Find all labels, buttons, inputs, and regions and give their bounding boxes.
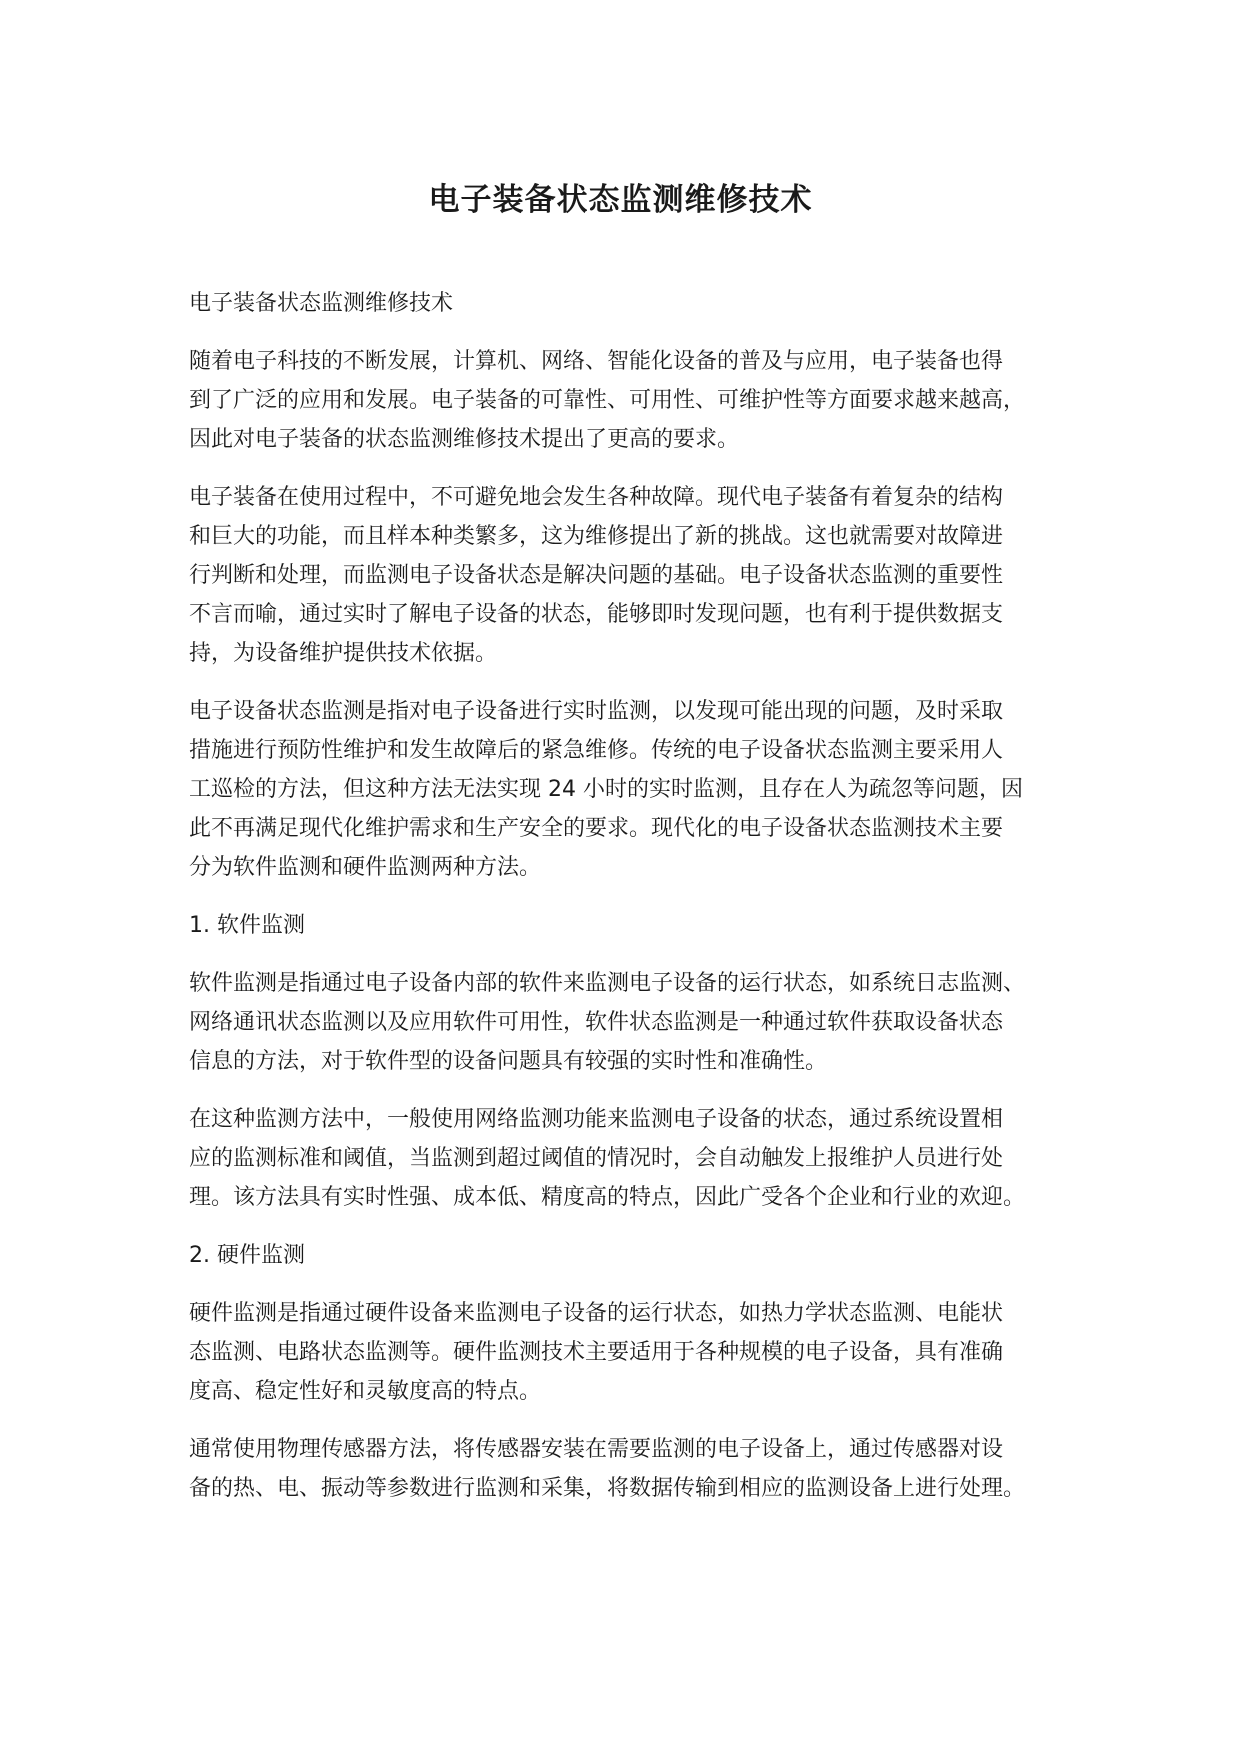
text-line: 措施进行预防性维护和发生故障后的紧急维修。传统的电子设备状态监测主要采用人 <box>189 738 1004 763</box>
paragraph-faults <box>189 478 1069 673</box>
paragraph-intro <box>189 342 1069 459</box>
document-body <box>189 284 1069 1508</box>
text-line: 行判断和处理，而监测电子设备状态是解决问题的基础。电子设备状态监测的重要性 <box>189 563 1004 588</box>
text-line: 2. 硬件监测 <box>189 1243 305 1268</box>
text-line: 网络通讯状态监测以及应用软件可用性，软件状态监测是一种通过软件获取设备状态 <box>189 1010 1004 1035</box>
paragraph-subtitle <box>189 284 1069 323</box>
text-line: 信息的方法，对于软件型的设备问题具有较强的实时性和准确性。 <box>189 1049 828 1074</box>
paragraph-software-definition <box>189 964 1069 1081</box>
text-line: 电子装备状态监测维修技术 <box>189 291 454 316</box>
paragraph-hardware-definition <box>189 1294 1069 1411</box>
paragraph-hardware-method <box>189 1430 1069 1508</box>
text-line: 持，为设备维护提供技术依据。 <box>189 641 498 666</box>
paragraph-software-method <box>189 1100 1069 1217</box>
paragraph-definition <box>189 692 1069 887</box>
text-line: 电子装备在使用过程中，不可避免地会发生各种故障。现代电子装备有着复杂的结构 <box>189 485 1004 510</box>
text-line: 不言而喻，通过实时了解电子设备的状态，能够即时发现问题，也有利于提供数据支 <box>189 602 1004 627</box>
text-line: 理。该方法具有实时性强、成本低、精度高的特点，因此广受各个企业和行业的欢迎。 <box>189 1185 1026 1210</box>
text-line: 备的热、电、振动等参数进行监测和采集，将数据传输到相应的监测设备上进行处理。 <box>189 1476 1026 1501</box>
text-line: 态监测、电路状态监测等。硬件监测技术主要适用于各种规模的电子设备，具有准确 <box>189 1340 1004 1365</box>
text-line: 此不再满足现代化维护需求和生产安全的要求。现代化的电子设备状态监测技术主要 <box>189 816 1004 841</box>
text-line: 分为软件监测和硬件监测两种方法。 <box>189 855 542 880</box>
section-heading-hardware <box>189 1236 1069 1275</box>
text-line: 1. 软件监测 <box>189 913 305 938</box>
text-line: 和巨大的功能，而且样本种类繁多，这为维修提出了新的挑战。这也就需要对故障进 <box>189 524 1004 549</box>
text-line: 工巡检的方法，但这种方法无法实现 24 小时的实时监测，且存在人为疏忽等问题，因 <box>189 777 1023 802</box>
document-title: 电子装备状态监测维修技术 <box>428 182 813 218</box>
text-line: 到了广泛的应用和发展。电子装备的可靠性、可用性、可维护性等方面要求越来越高， <box>189 388 1026 413</box>
text-line: 软件监测是指通过电子设备内部的软件来监测电子设备的运行状态，如系统日志监测、 <box>189 971 1026 996</box>
text-line: 通常使用物理传感器方法，将传感器安装在需要监测的电子设备上，通过传感器对设 <box>189 1437 1004 1462</box>
text-line: 在这种监测方法中，一般使用网络监测功能来监测电子设备的状态，通过系统设置相 <box>189 1107 1004 1132</box>
text-line: 电子设备状态监测是指对电子设备进行实时监测，以发现可能出现的问题，及时采取 <box>189 699 1004 724</box>
text-line: 应的监测标准和阈值，当监测到超过阈值的情况时，会自动触发上报维护人员进行处 <box>189 1146 1004 1171</box>
text-line: 硬件监测是指通过硬件设备来监测电子设备的运行状态，如热力学状态监测、电能状 <box>189 1301 1004 1326</box>
text-line: 度高、稳定性好和灵敏度高的特点。 <box>189 1379 542 1404</box>
text-line: 随着电子科技的不断发展，计算机、网络、智能化设备的普及与应用，电子装备也得 <box>189 349 1004 374</box>
text-line: 因此对电子装备的状态监测维修技术提出了更高的要求。 <box>189 427 740 452</box>
section-heading-software <box>189 906 1069 945</box>
